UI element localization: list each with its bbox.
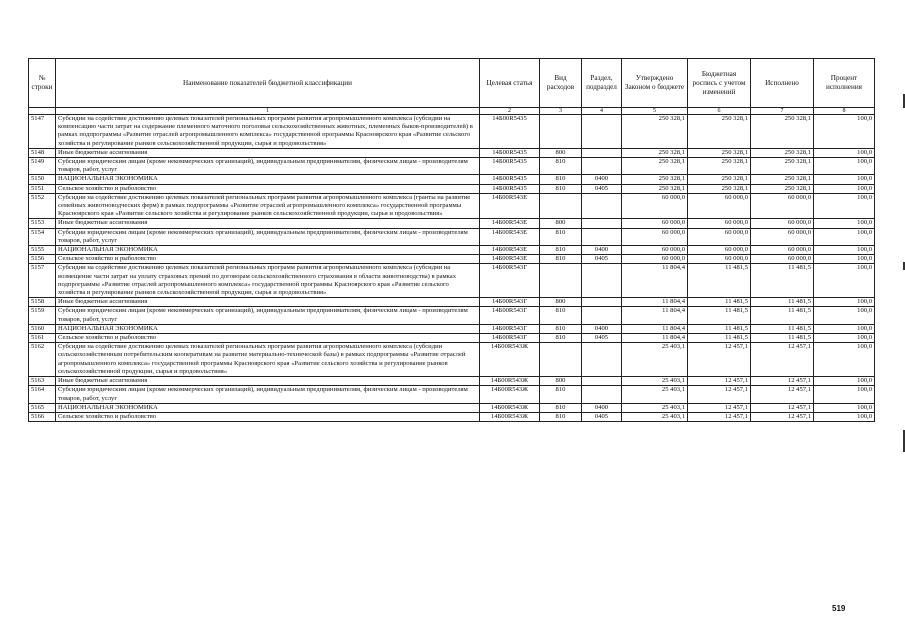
column-number xyxy=(29,108,56,115)
table-row xyxy=(29,412,875,421)
cell-executed: 250 328,1 xyxy=(751,115,814,149)
cell-row-number: 5166 xyxy=(29,412,56,421)
cell-approved: 250 328,1 xyxy=(622,158,688,175)
cell-target-article: 14Б00R543Ж xyxy=(480,377,540,386)
cell-percent: 100,0 xyxy=(814,343,875,377)
cell-row-number: 5155 xyxy=(29,246,56,255)
cell-expense-type xyxy=(540,264,582,298)
cell-schedule: 250 328,1 xyxy=(688,158,751,175)
table-row xyxy=(29,246,875,255)
cell-row-number: 5150 xyxy=(29,175,56,184)
table-row xyxy=(29,386,875,403)
cell-name: Сельское хозяйство и рыболовство xyxy=(56,412,480,421)
cell-percent: 100,0 xyxy=(814,158,875,175)
cell-executed: 250 328,1 xyxy=(751,184,814,193)
cell-section: 0405 xyxy=(582,334,622,343)
budget-table-page xyxy=(28,58,875,422)
header-section: Раздел, подраздел xyxy=(582,59,622,108)
cell-section xyxy=(582,386,622,403)
column-number: 6 xyxy=(688,108,751,115)
cell-name: Иные бюджетные ассигнования xyxy=(56,148,480,157)
cell-name: Субсидии юридическим лицам (кроме некоммерческих организаций), индивидуальным предпринимателям, физическим лицам - производителям товаров, работ, услуг xyxy=(56,386,480,403)
cell-executed: 12 457,1 xyxy=(751,403,814,412)
cell-target-article: 14Б00R543Ж xyxy=(480,386,540,403)
cell-approved: 250 328,1 xyxy=(622,115,688,149)
column-number: 4 xyxy=(582,108,622,115)
cell-percent: 100,0 xyxy=(814,386,875,403)
cell-expense-type: 810 xyxy=(540,324,582,333)
cell-row-number: 5157 xyxy=(29,264,56,298)
cell-section: 0400 xyxy=(582,246,622,255)
cell-row-number: 5159 xyxy=(29,307,56,324)
cell-target-article: 14Б00R543Е xyxy=(480,228,540,245)
cell-section: 0405 xyxy=(582,255,622,264)
cell-schedule: 60 000,0 xyxy=(688,228,751,245)
header-executed: Исполнено xyxy=(751,59,814,108)
cell-name: НАЦИОНАЛЬНАЯ ЭКОНОМИКА xyxy=(56,403,480,412)
cell-target-article: 14Б00R543Г xyxy=(480,298,540,307)
header-approved: Утверждено Законом о бюджете xyxy=(622,59,688,108)
cell-approved: 11 804,4 xyxy=(622,264,688,298)
table-row xyxy=(29,264,875,298)
cell-expense-type xyxy=(540,115,582,149)
cell-name: Субсидии на содействие достижению целевых показателей региональных программ развития агропромышленного комплекса (субсидии на компенсацию части затрат на содержание племенного маточного поголовья сельскохозяйственных животных, племенных быков-производителей) в рамках подпрограммы «Развитие отраслей агропромышленного комплекса» государственной программы Красноярского края «Развитие сельского хозяйства и регулирование рынков сельскохозяйственной продукции, сырья и продовольствия» xyxy=(56,115,480,149)
cell-target-article: 14Б00R543Г xyxy=(480,307,540,324)
cell-expense-type xyxy=(540,343,582,377)
cell-target-article: 14Б00R5435 xyxy=(480,184,540,193)
cell-approved: 60 000,0 xyxy=(622,228,688,245)
cell-expense-type: 810 xyxy=(540,403,582,412)
cell-row-number: 5153 xyxy=(29,219,56,228)
cell-target-article: 14Б00R543Ж xyxy=(480,412,540,421)
cell-percent: 100,0 xyxy=(814,307,875,324)
cell-target-article: 14Б00R543Е xyxy=(480,246,540,255)
cell-expense-type: 800 xyxy=(540,298,582,307)
cell-section xyxy=(582,193,622,219)
cell-expense-type xyxy=(540,193,582,219)
cell-schedule: 60 000,0 xyxy=(688,255,751,264)
cell-schedule: 250 328,1 xyxy=(688,175,751,184)
cell-schedule: 12 457,1 xyxy=(688,343,751,377)
cell-percent: 100,0 xyxy=(814,246,875,255)
table-row xyxy=(29,158,875,175)
cell-approved: 60 000,0 xyxy=(622,219,688,228)
cell-approved: 25 403,1 xyxy=(622,343,688,377)
column-number: 1 xyxy=(56,108,480,115)
cell-name: Субсидии на содействие достижению целевых показателей региональных программ развития агропромышленного комплекса (субсидии сельскохозяйственным потребительским кооперативам на развитие материально-технической базы) в рамках подпрограммы «Развитие отраслей агропромышленного комплекса» государственной программы Красноярского края «Развитие сельского хозяйства и регулирование рынков сельскохозяйственной продукции, сырья и продовольствия» xyxy=(56,343,480,377)
table-row xyxy=(29,403,875,412)
page-number: 519 xyxy=(832,604,846,613)
cell-approved: 11 804,4 xyxy=(622,307,688,324)
cell-name: Субсидии юридическим лицам (кроме некоммерческих организаций), индивидуальным предпринимателям, физическим лицам - производителям товаров, работ, услуг xyxy=(56,228,480,245)
table-body xyxy=(29,115,875,422)
cell-executed: 60 000,0 xyxy=(751,255,814,264)
cell-section xyxy=(582,115,622,149)
cell-name: Субсидии юридическим лицам (кроме некоммерческих организаций), индивидуальным предпринимателям, физическим лицам - производителям товаров, работ, услуг xyxy=(56,158,480,175)
cell-executed: 11 481,5 xyxy=(751,298,814,307)
cell-executed: 12 457,1 xyxy=(751,412,814,421)
header-percent: Процент исполнения xyxy=(814,59,875,108)
cell-section xyxy=(582,298,622,307)
cell-row-number: 5151 xyxy=(29,184,56,193)
cell-percent: 100,0 xyxy=(814,193,875,219)
cell-approved: 60 000,0 xyxy=(622,193,688,219)
cell-target-article: 14Б00R5435 xyxy=(480,158,540,175)
cell-approved: 25 403,1 xyxy=(622,412,688,421)
cell-name: НАЦИОНАЛЬНАЯ ЭКОНОМИКА xyxy=(56,324,480,333)
cell-target-article: 14Б00R543Г xyxy=(480,264,540,298)
cell-schedule: 60 000,0 xyxy=(688,193,751,219)
cell-executed: 250 328,1 xyxy=(751,175,814,184)
cell-schedule: 250 328,1 xyxy=(688,148,751,157)
cell-schedule: 12 457,1 xyxy=(688,412,751,421)
cell-schedule: 11 481,5 xyxy=(688,264,751,298)
cell-percent: 100,0 xyxy=(814,298,875,307)
cell-expense-type: 810 xyxy=(540,334,582,343)
cell-section: 0405 xyxy=(582,412,622,421)
cell-section xyxy=(582,264,622,298)
column-number: 3 xyxy=(540,108,582,115)
cell-percent: 100,0 xyxy=(814,148,875,157)
cell-schedule: 12 457,1 xyxy=(688,403,751,412)
cell-row-number: 5164 xyxy=(29,386,56,403)
cell-row-number: 5162 xyxy=(29,343,56,377)
cell-schedule: 11 481,5 xyxy=(688,324,751,333)
cell-approved: 11 804,4 xyxy=(622,298,688,307)
table-row xyxy=(29,324,875,333)
cell-row-number: 5165 xyxy=(29,403,56,412)
cell-schedule: 60 000,0 xyxy=(688,219,751,228)
cell-expense-type: 800 xyxy=(540,219,582,228)
cell-executed: 11 481,5 xyxy=(751,264,814,298)
cell-percent: 100,0 xyxy=(814,412,875,421)
cell-approved: 250 328,1 xyxy=(622,184,688,193)
cell-row-number: 5148 xyxy=(29,148,56,157)
table-row xyxy=(29,228,875,245)
header-row-number: № строки xyxy=(29,59,56,108)
column-number: 7 xyxy=(751,108,814,115)
cell-name: Субсидии на содействие достижению целевых показателей региональных программ развития агропромышленного комплекса (субсидии на возмещение части затрат на уплату страховых премий по договорам сельскохозяйственного страхования в области животноводства) в рамках подпрограммы «Развитие отраслей агропромышленного комплекса» государственной программы Красноярского края «Развитие сельского хозяйства и регулирование рынков сельскохозяйственной продукции, сырья и продовольствия» xyxy=(56,264,480,298)
cell-target-article: 14Б00R543Ж xyxy=(480,343,540,377)
table-header-row xyxy=(29,59,875,108)
cell-approved: 60 000,0 xyxy=(622,255,688,264)
cell-schedule: 60 000,0 xyxy=(688,246,751,255)
cell-expense-type: 810 xyxy=(540,228,582,245)
cell-expense-type: 810 xyxy=(540,246,582,255)
cell-expense-type: 810 xyxy=(540,184,582,193)
cell-approved: 25 403,1 xyxy=(622,386,688,403)
column-number: 5 xyxy=(622,108,688,115)
column-number: 8 xyxy=(814,108,875,115)
cell-expense-type: 810 xyxy=(540,386,582,403)
cell-row-number: 5154 xyxy=(29,228,56,245)
table-row xyxy=(29,377,875,386)
cell-schedule: 250 328,1 xyxy=(688,184,751,193)
table-row xyxy=(29,307,875,324)
cell-section xyxy=(582,377,622,386)
cell-executed: 11 481,5 xyxy=(751,324,814,333)
cell-name: Иные бюджетные ассигнования xyxy=(56,298,480,307)
cell-target-article: 14Б00R5435 xyxy=(480,148,540,157)
cell-target-article: 14Б00R5435 xyxy=(480,175,540,184)
table-row xyxy=(29,334,875,343)
cell-name: Сельское хозяйство и рыболовство xyxy=(56,184,480,193)
cell-section xyxy=(582,158,622,175)
column-number: 2 xyxy=(480,108,540,115)
cell-section: 0400 xyxy=(582,324,622,333)
cell-executed: 60 000,0 xyxy=(751,228,814,245)
table-row xyxy=(29,115,875,149)
cell-schedule: 12 457,1 xyxy=(688,386,751,403)
cell-section: 0405 xyxy=(582,184,622,193)
table-row xyxy=(29,148,875,157)
cell-name: Иные бюджетные ассигнования xyxy=(56,219,480,228)
cell-schedule: 11 481,5 xyxy=(688,307,751,324)
cell-percent: 100,0 xyxy=(814,255,875,264)
cell-executed: 60 000,0 xyxy=(751,219,814,228)
cell-percent: 100,0 xyxy=(814,115,875,149)
cell-section xyxy=(582,307,622,324)
cell-percent: 100,0 xyxy=(814,228,875,245)
cell-section xyxy=(582,343,622,377)
cell-target-article: 14Б00R543Е xyxy=(480,193,540,219)
cell-section xyxy=(582,228,622,245)
cell-row-number: 5149 xyxy=(29,158,56,175)
cell-executed: 60 000,0 xyxy=(751,193,814,219)
cell-schedule: 11 481,5 xyxy=(688,334,751,343)
cell-row-number: 5158 xyxy=(29,298,56,307)
cell-approved: 11 804,4 xyxy=(622,334,688,343)
cell-percent: 100,0 xyxy=(814,403,875,412)
cell-name: Сельское хозяйство и рыболовство xyxy=(56,255,480,264)
cell-target-article: 14Б00R543Е xyxy=(480,255,540,264)
cell-executed: 11 481,5 xyxy=(751,307,814,324)
cell-schedule: 250 328,1 xyxy=(688,115,751,149)
header-name: Наименование показателей бюджетной классификации xyxy=(56,59,480,108)
table-row xyxy=(29,193,875,219)
cell-expense-type: 800 xyxy=(540,377,582,386)
cell-percent: 100,0 xyxy=(814,324,875,333)
cell-target-article: 14Б00R543Г xyxy=(480,324,540,333)
cell-approved: 250 328,1 xyxy=(622,148,688,157)
cell-approved: 25 403,1 xyxy=(622,403,688,412)
cell-percent: 100,0 xyxy=(814,377,875,386)
cell-schedule: 12 457,1 xyxy=(688,377,751,386)
cell-section: 0400 xyxy=(582,403,622,412)
cell-target-article: 14Б00R543Г xyxy=(480,334,540,343)
cell-percent: 100,0 xyxy=(814,184,875,193)
table-row xyxy=(29,255,875,264)
cell-row-number: 5163 xyxy=(29,377,56,386)
table-row xyxy=(29,343,875,377)
table-row xyxy=(29,298,875,307)
table-row xyxy=(29,175,875,184)
cell-approved: 25 403,1 xyxy=(622,377,688,386)
cell-name: Субсидии юридическим лицам (кроме некоммерческих организаций), индивидуальным предпринимателям, физическим лицам - производителям товаров, работ, услуг xyxy=(56,307,480,324)
cell-target-article: 14Б00R5435 xyxy=(480,115,540,149)
cell-expense-type: 810 xyxy=(540,175,582,184)
cell-expense-type: 810 xyxy=(540,255,582,264)
cell-section: 0400 xyxy=(582,175,622,184)
cell-expense-type: 800 xyxy=(540,148,582,157)
cell-target-article: 14Б00R543Ж xyxy=(480,403,540,412)
cell-name: Иные бюджетные ассигнования xyxy=(56,377,480,386)
cell-executed: 250 328,1 xyxy=(751,158,814,175)
cell-target-article: 14Б00R543Е xyxy=(480,219,540,228)
cell-executed: 250 328,1 xyxy=(751,148,814,157)
header-schedule: Бюджетная роспись с учетом изменений xyxy=(688,59,751,108)
cell-percent: 100,0 xyxy=(814,219,875,228)
table-row xyxy=(29,184,875,193)
cell-executed: 12 457,1 xyxy=(751,377,814,386)
cell-approved: 11 804,4 xyxy=(622,324,688,333)
cell-name: НАЦИОНАЛЬНАЯ ЭКОНОМИКА xyxy=(56,175,480,184)
cell-row-number: 5161 xyxy=(29,334,56,343)
header-expense-type: Вид расходов xyxy=(540,59,582,108)
cell-percent: 100,0 xyxy=(814,175,875,184)
cell-executed: 12 457,1 xyxy=(751,386,814,403)
cell-executed: 11 481,5 xyxy=(751,334,814,343)
header-target-article: Целевая статья xyxy=(480,59,540,108)
cell-row-number: 5147 xyxy=(29,115,56,149)
cell-approved: 250 328,1 xyxy=(622,175,688,184)
cell-percent: 100,0 xyxy=(814,334,875,343)
cell-executed: 12 457,1 xyxy=(751,343,814,377)
budget-table xyxy=(28,58,875,422)
cell-section xyxy=(582,148,622,157)
cell-expense-type: 810 xyxy=(540,412,582,421)
table-row xyxy=(29,219,875,228)
cell-row-number: 5160 xyxy=(29,324,56,333)
cell-executed: 60 000,0 xyxy=(751,246,814,255)
column-number-row xyxy=(29,108,875,115)
cell-schedule: 11 481,5 xyxy=(688,298,751,307)
cell-row-number: 5152 xyxy=(29,193,56,219)
cell-approved: 60 000,0 xyxy=(622,246,688,255)
cell-name: Субсидии на содействие достижению целевых показателей региональных программ развития агропромышленного комплекса (гранты на развитие семейных животноводческих ферм) в рамках подпрограммы «Развитие отраслей агропромышленного комплекса» государственной программы Красноярского края «Развитие сельского хозяйства и регулирование рынков сельскохозяйственной продукции, сырья и продовольствия» xyxy=(56,193,480,219)
cell-expense-type: 810 xyxy=(540,307,582,324)
cell-name: НАЦИОНАЛЬНАЯ ЭКОНОМИКА xyxy=(56,246,480,255)
cell-section xyxy=(582,219,622,228)
cell-expense-type: 810 xyxy=(540,158,582,175)
cell-name: Сельское хозяйство и рыболовство xyxy=(56,334,480,343)
cell-percent: 100,0 xyxy=(814,264,875,298)
cell-row-number: 5156 xyxy=(29,255,56,264)
